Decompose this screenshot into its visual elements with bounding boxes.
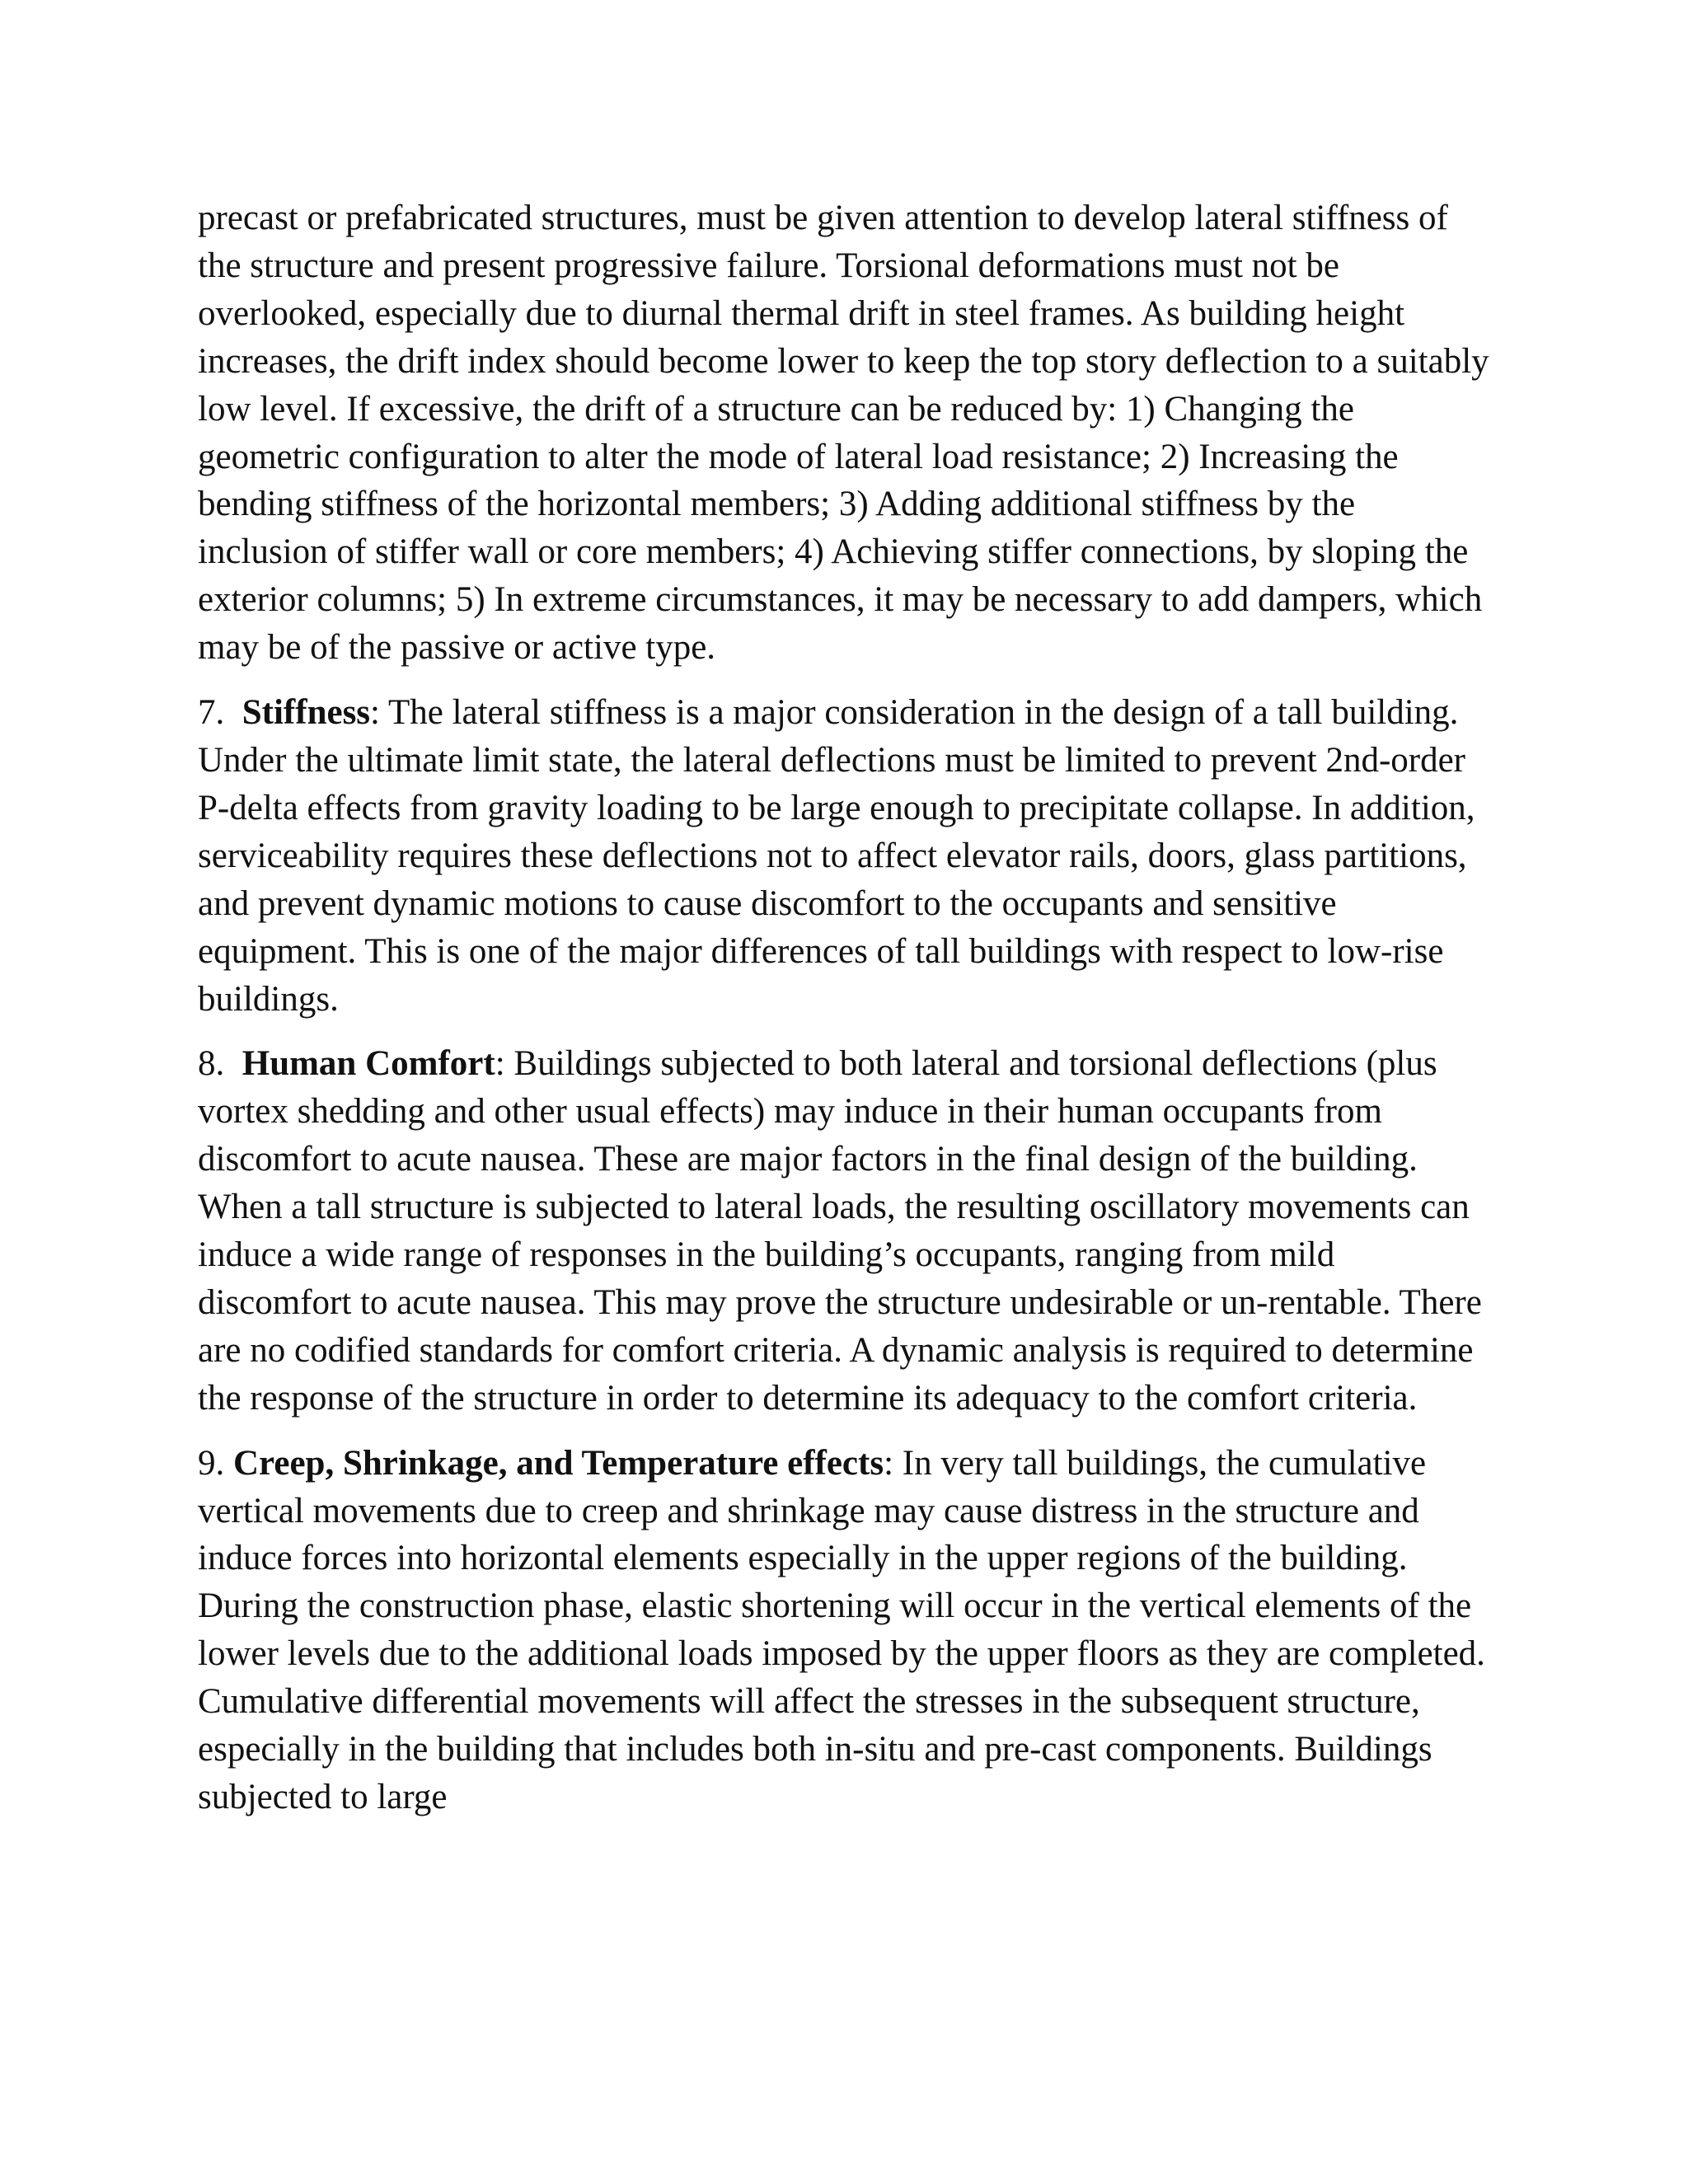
paragraph-human-comfort (198, 1040, 1492, 1422)
paragraph-stiffness (198, 689, 1492, 1023)
body-text (198, 194, 1492, 1821)
item-term: Human Comfort (241, 1044, 495, 1084)
item-number: 7. (198, 693, 242, 733)
paragraph-text: : The lateral stiffness is a major consideration in the design of a tall building. Under the ultimate limit state, the lateral deflections must be limited to prevent 2nd-order P-delta effects from gravity loading to be large enough to precipitate collapse. In addition, serviceability requires these deflections not to affect elevator rails, doors, glass partitions, and prevent dynamic motions to cause discomfort to the occupants and sensitive equipment. This is one of the major differences of tall buildings with respect to low-rise buildings. (198, 693, 1475, 1019)
paragraph-text: : Buildings subjected to both lateral and torsional deflections (plus vortex shedding and other usual effects) may induce in their human occupants from discomfort to acute nausea. These are major factors in the final design of the building. When a tall structure is subjected to lateral loads, the resulting oscillatory movements can induce a wide range of responses in the building’s occupants, ranging from mild discomfort to acute nausea. This may prove the structure undesirable or un-rentable. There are no codified standards for comfort criteria. A dynamic analysis is required to determine the response of the structure in order to determine its adequacy to the comfort criteria. (198, 1044, 1482, 1418)
item-number: 8. (198, 1044, 242, 1084)
paragraph-creep-shrinkage (198, 1440, 1492, 1821)
paragraph-text: : In very tall buildings, the cumulative vertical movements due to creep and shrinkage may cause distress in the structure and induce forces into horizontal elements especially in the upper regions of the building. During the construction phase, elastic shortening will occur in the vertical elements of the lower levels due to the additional loads imposed by the upper floors as they are completed. Cumulative differential movements will affect the stresses in the subsequent structure, especially in the building that includes both in-situ and pre-cast components. Buildings subjected to large (198, 1443, 1485, 1816)
item-number: 9. (198, 1443, 233, 1483)
paragraph-drift-continuation (198, 194, 1492, 672)
paragraph-text: precast or prefabricated structures, must be given attention to develop lateral stiffness of the structure and present progressive failure. Torsional deformations must not be overlooked, especially due to diurnal thermal drift in steel frames. As building height increases, the drift index should become lower to keep the top story deflection to a suitably low level. If excessive, the drift of a structure can be reduced by: 1) Changing the geometric configuration to alter the mode of lateral load resistance; 2) Increasing the bending stiffness of the horizontal members; 3) Adding additional stiffness by the inclusion of stiffer wall or core members; 4) Achieving stiffer connections, by sloping the exterior columns; 5) In extreme circumstances, it may be necessary to add dampers, which may be of the passive or active type. (198, 199, 1489, 668)
item-term: Stiffness (241, 693, 371, 733)
item-term: Creep, Shrinkage, and Temperature effects (233, 1443, 884, 1483)
